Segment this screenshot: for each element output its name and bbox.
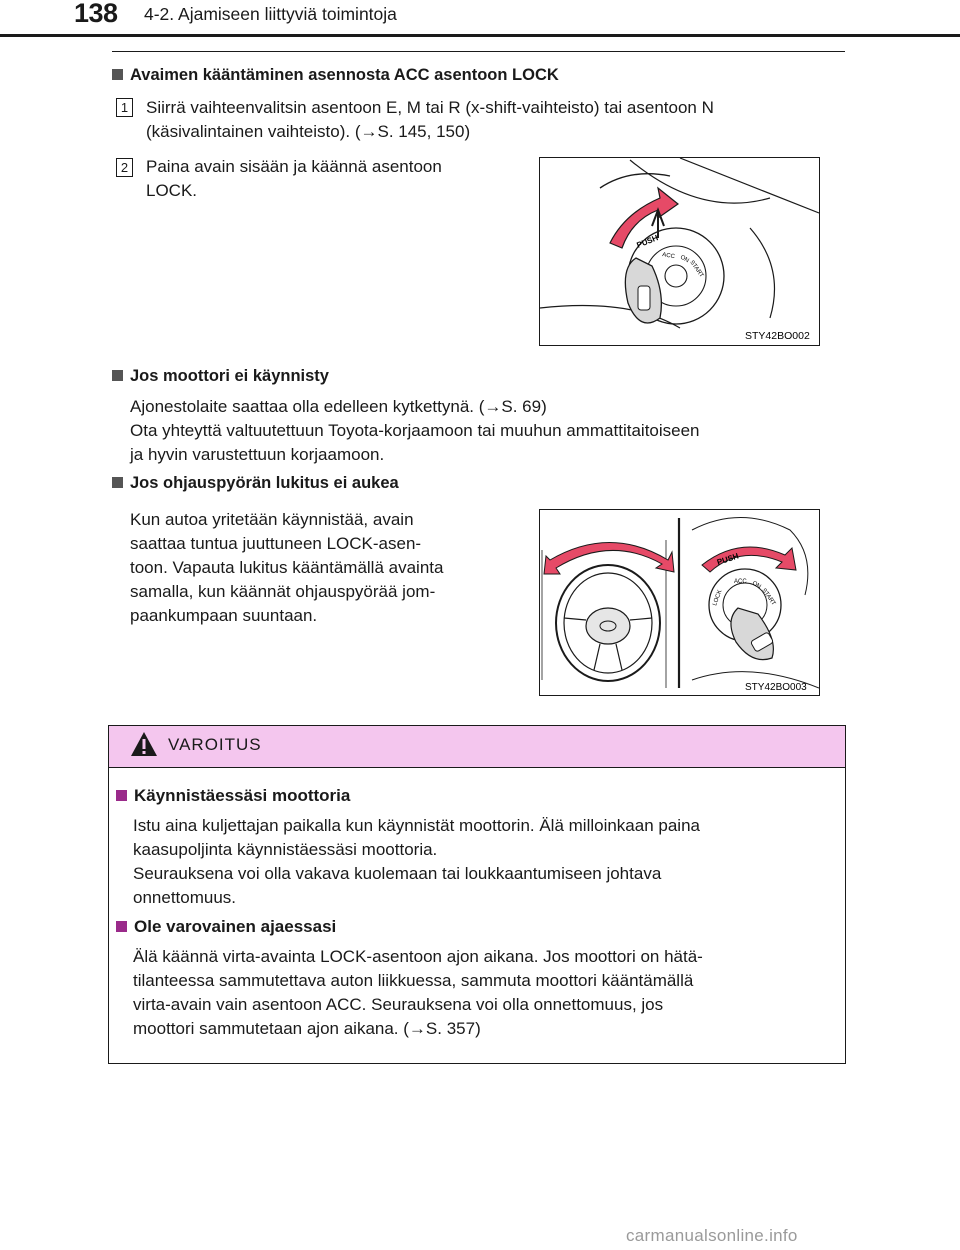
section-heading-acc-to-lock (112, 66, 559, 85)
warning-line: Seurauksena voi olla vakava kuolemaan tai loukkaantumiseen johtava (133, 864, 662, 883)
label-start: START (688, 259, 705, 279)
step-1-line: Siirrä vaihteenvalitsin asentoon E, M tai R (x-shift-vaihteisto) tai asentoon N (146, 98, 714, 117)
label-lock: LOCK (712, 589, 724, 607)
section-divider (112, 51, 845, 52)
label-push: PUSH (715, 551, 740, 567)
steering-wheel-illustration (540, 510, 819, 695)
header-rule (0, 34, 960, 37)
step-1-line: (käsivalintainen vaihteisto). (→S. 145, 150) (146, 122, 471, 141)
warning-item-body (133, 814, 829, 910)
step-1-text (146, 96, 846, 144)
warning-heading-text: Ole varovainen ajaessasi (134, 917, 337, 936)
step-number-badge: 2 (116, 158, 133, 177)
section-heading-text: Jos ohjauspyörän lukitus ei aukea (130, 474, 399, 492)
body-line: Ajonestolaite saattaa olla edelleen kytkettynä. (→S. 69) (130, 397, 547, 416)
warning-item-body (133, 945, 829, 1041)
warning-line: onnettomuus. (133, 888, 237, 907)
label-acc: ACC (661, 252, 676, 261)
section-2-body (130, 395, 827, 467)
warning-item-heading (116, 786, 350, 806)
ignition-key-illustration (540, 158, 819, 345)
body-line: ja hyvin varustettuun korjaamoon. (130, 445, 385, 464)
steering-wheel-figure (539, 509, 820, 696)
warning-line: tilanteessa sammutettava auton liikkuessa, sammuta moottori kääntämällä (133, 971, 694, 990)
warning-triangle-icon (130, 731, 158, 757)
step-2-line: LOCK. (146, 181, 198, 200)
warning-title: VAROITUS (168, 735, 262, 754)
figure-code: STY42BO002 (745, 330, 810, 342)
warning-line: kaasupoljinta käynnistäessäsi moottoria. (133, 840, 438, 859)
label-acc: ACC (734, 579, 747, 585)
body-line: toon. Vapauta lukitus kääntämällä avainta (130, 558, 444, 577)
section-3-body (130, 508, 516, 628)
section-heading-text: Jos moottori ei käynnisty (130, 367, 329, 385)
warning-line: Istu aina kuljettajan paikalla kun käynnistät moottorin. Älä milloinkaan paina (133, 816, 700, 835)
label-on: ON (751, 580, 762, 591)
warning-line: moottori sammutetaan ajon aikana. (→S. 357) (133, 1019, 481, 1038)
label-start: START (760, 587, 777, 607)
step-2-line: Paina avain sisään ja käännä asentoon (146, 157, 442, 176)
warning-item-heading (116, 917, 336, 937)
body-line: paankumpaan suuntaan. (130, 606, 318, 625)
step-number-badge: 1 (116, 98, 133, 117)
heading-marker-icon (112, 69, 123, 80)
warning-heading-text: Käynnistäessäsi moottoria (134, 786, 351, 805)
body-line: saattaa tuntua juuttuneen LOCK-asen- (130, 534, 422, 553)
section-heading-text: Avaimen kääntäminen asennosta ACC asentoon LOCK (130, 66, 559, 84)
body-line: Ota yhteyttä valtuutettuun Toyota-korjaamoon tai muuhun ammattitaitoiseen (130, 421, 700, 440)
label-push: PUSH (635, 233, 660, 250)
ignition-key-figure (539, 157, 820, 346)
section-heading-engine-not-start (112, 367, 329, 386)
warning-marker-icon (116, 921, 127, 932)
section-heading-steering-lock (112, 474, 399, 493)
body-line: samalla, kun käännät ohjauspyörää jom- (130, 582, 436, 601)
warning-line: virta-avain vain asentoon ACC. Seurauksena voi olla onnettomuus, jos (133, 995, 664, 1014)
label-on: ON (679, 254, 690, 265)
step-2-text (146, 155, 518, 203)
figure-code: STY42BO003 (745, 682, 807, 693)
page-number: 138 (74, 0, 118, 28)
heading-marker-icon (112, 370, 123, 381)
chapter-title: 4-2. Ajamiseen liittyviä toimintoja (144, 4, 397, 24)
warning-marker-icon (116, 790, 127, 801)
body-line: Kun autoa yritetään käynnistää, avain (130, 510, 414, 529)
heading-marker-icon (112, 477, 123, 488)
watermark: carmanualsonline.info (626, 1226, 798, 1245)
warning-line: Älä käännä virta-avainta LOCK-asentoon ajon aikana. Jos moottori on hätä- (133, 947, 703, 966)
